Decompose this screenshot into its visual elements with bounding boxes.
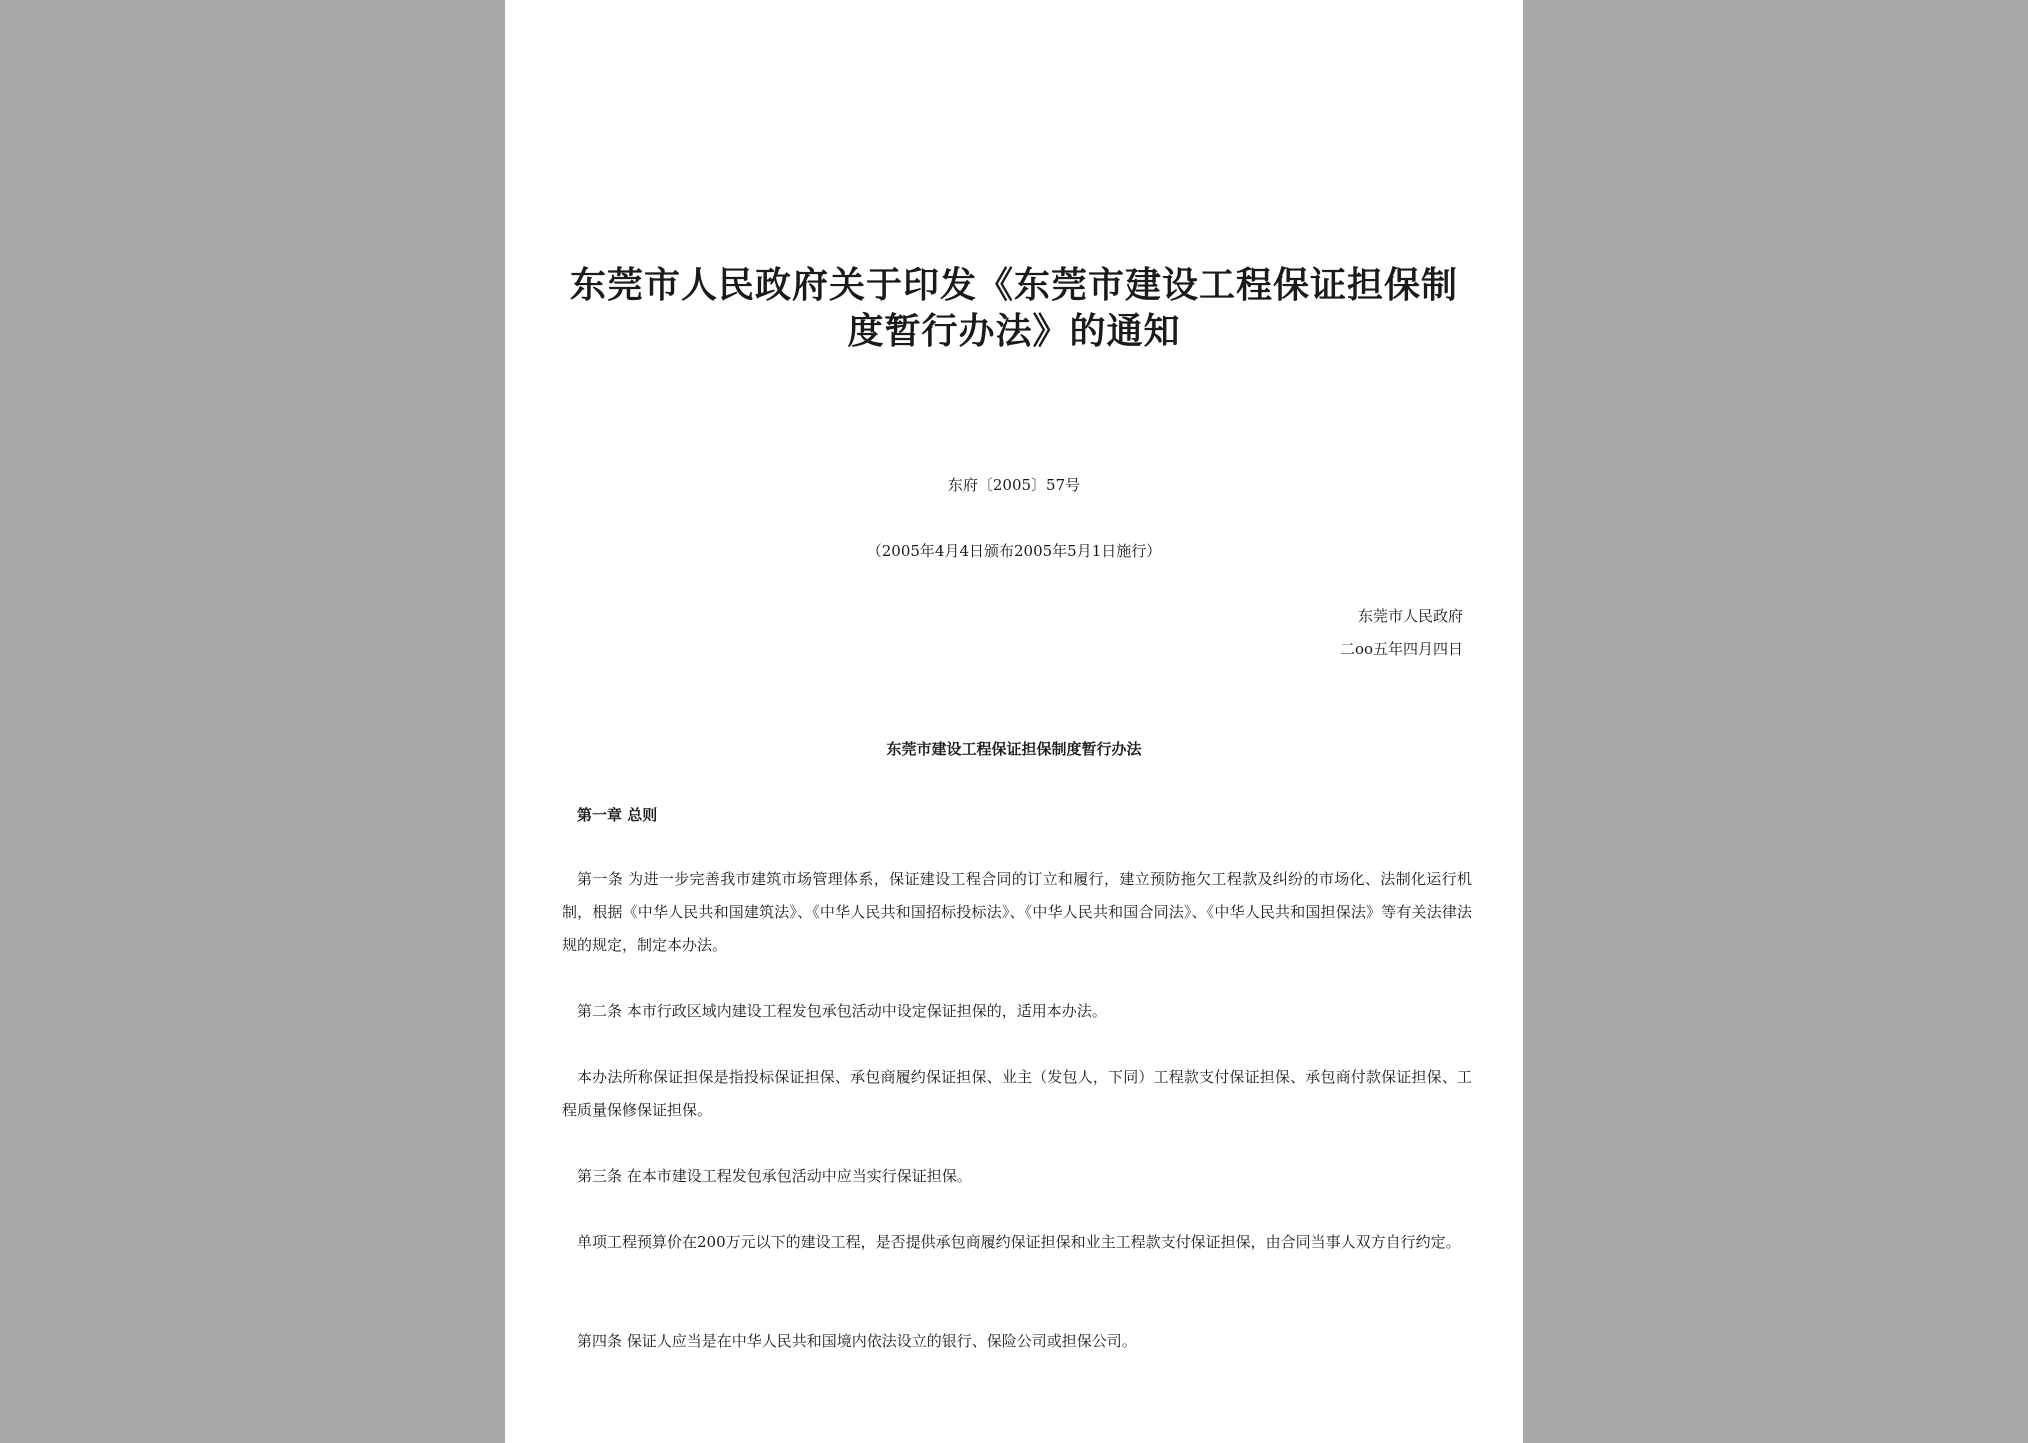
document-title-line1: 东莞市人民政府关于印发《东莞市建设工程保证担保制 xyxy=(569,264,1458,306)
document-number: 东府〔2005〕57号 xyxy=(947,476,1081,494)
paragraph-article-2: 第二条 本市行政区域内建设工程发包承包活动中设定保证担保的，适用本办法。 xyxy=(577,1002,1107,1020)
issue-date: 二oo五年四月四日 xyxy=(1339,640,1463,658)
effective-dates: （2005年4月4日颁布2005年5月1日施行） xyxy=(866,542,1162,560)
paragraph-article-3: 第三条 在本市建设工程发包承包活动中应当实行保证担保。 xyxy=(577,1167,972,1185)
regulation-title: 东莞市建设工程保证担保制度暂行办法 xyxy=(886,740,1142,758)
chapter-heading: 第一章 总则 xyxy=(577,806,658,824)
document-page xyxy=(505,0,1523,1443)
paragraph-article-1: 第一条 为进一步完善我市建筑市场管理体系，保证建设工程合同的订立和履行，建立预防拖欠工程款及纠纷的市场化、法制化运行机制，根据《中华人民共和国建筑法》、《中华人民共和国招标投标法》、《中华人民共和国合同法》、《中华人民共和国担保法》等有关法律法规的规定，制定本办法。 xyxy=(562,870,1472,954)
paragraph-small-projects: 单项工程预算价在200万元以下的建设工程，是否提供承包商履约保证担保和业主工程款支付保证担保，由合同当事人双方自行约定。 xyxy=(577,1233,1461,1251)
paragraph-guarantee-definition: 本办法所称保证担保是指投标保证担保、承包商履约保证担保、业主（发包人，下同）工程款支付保证担保、承包商付款保证担保、工程质量保修保证担保。 xyxy=(562,1068,1472,1119)
issuer: 东莞市人民政府 xyxy=(1357,607,1463,625)
paragraph-article-4: 第四条 保证人应当是在中华人民共和国境内依法设立的银行、保险公司或担保公司。 xyxy=(577,1332,1137,1350)
document-title-line2: 度暂行办法》的通知 xyxy=(847,310,1181,352)
